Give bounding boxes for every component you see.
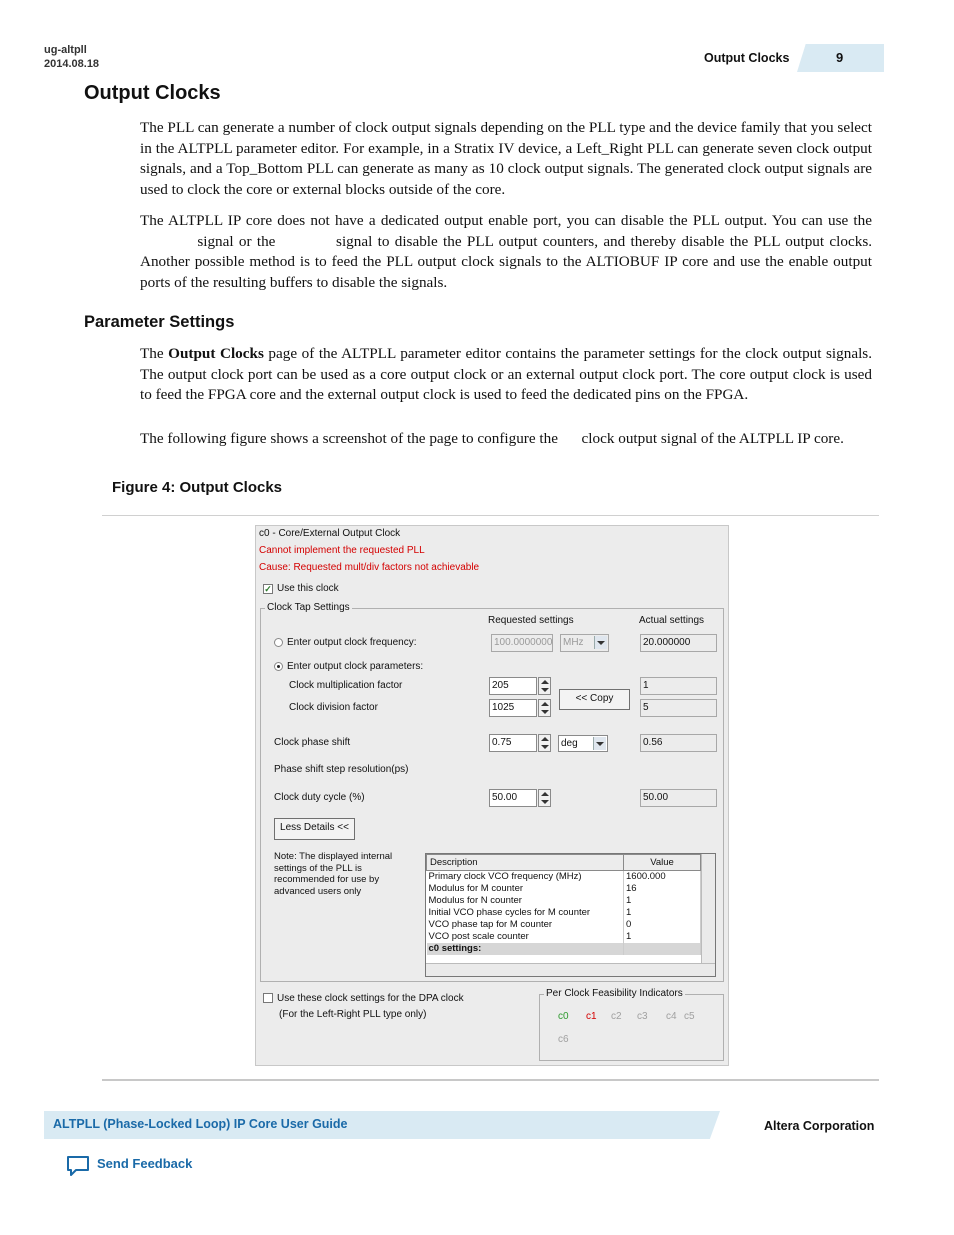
paragraph-3-part-a: The bbox=[140, 345, 164, 362]
indicator-c3: c3 bbox=[637, 1011, 648, 1022]
table-row bbox=[427, 931, 701, 943]
panel-title: c0 - Core/External Output Clock bbox=[259, 528, 401, 539]
paragraph-2 bbox=[140, 211, 872, 293]
col-value: Value bbox=[624, 855, 701, 871]
paragraph-2-part-b: signal or the bbox=[197, 232, 276, 250]
doc-date: 2014.08.18 bbox=[44, 58, 100, 70]
duty-cycle-input[interactable]: 50.00 bbox=[489, 789, 537, 807]
row-value: 1 bbox=[624, 931, 701, 943]
doc-id: ug-altpll bbox=[44, 44, 87, 56]
feedback-icon[interactable] bbox=[66, 1155, 90, 1182]
footer-company: Altera Corporation bbox=[764, 1119, 875, 1133]
col-description: Description bbox=[427, 855, 624, 871]
row-value: 1600.000 bbox=[624, 871, 701, 884]
phase-shift-actual: 0.56 bbox=[640, 734, 717, 752]
indicator-c0: c0 bbox=[558, 1011, 569, 1022]
frequency-unit-select[interactable] bbox=[560, 634, 609, 652]
row-value bbox=[624, 943, 701, 955]
less-details-button[interactable]: Less Details << bbox=[274, 818, 355, 840]
figure-top-rule bbox=[102, 515, 879, 516]
row-value: 16 bbox=[624, 883, 701, 895]
error-message: Cannot implement the requested PLL bbox=[259, 545, 425, 556]
internal-settings-table[interactable] bbox=[425, 853, 716, 977]
use-clock-checkbox[interactable]: ✓ bbox=[264, 584, 272, 594]
row-description: Modulus for M counter bbox=[427, 883, 624, 895]
table-row bbox=[427, 883, 701, 895]
section-heading: Parameter Settings bbox=[84, 313, 235, 331]
paragraph-4-part-b: clock output signal of the ALTPLL IP core. bbox=[581, 430, 844, 447]
page-number: 9 bbox=[836, 50, 844, 65]
note-line: recommended for use by bbox=[274, 874, 380, 885]
paragraph-3-bold: Output Clocks bbox=[168, 345, 264, 362]
paragraph-2-part-a: The ALTPLL IP core does not have a dedicated output enable port, you can disable the PLL output. You can use the bbox=[140, 212, 872, 229]
row-value: 1 bbox=[624, 895, 701, 907]
row-value: 0 bbox=[624, 919, 701, 931]
figure-caption: Figure 4: Output Clocks bbox=[112, 479, 283, 496]
requested-settings-header: Requested settings bbox=[488, 615, 574, 626]
error-cause: Cause: Requested mult/div factors not achievable bbox=[259, 562, 480, 573]
feasibility-title: Per Clock Feasibility Indicators bbox=[546, 988, 683, 999]
paragraph-2-part-c: signal to disable the PLL output counters, and thereby disable the PLL output clocks. Another possible method is to feed the PLL output clock signals to the ALTIOBUF IP core and use the enable output ports of the resulting buffers to disable the signals. bbox=[140, 232, 873, 291]
advanced-note bbox=[274, 851, 392, 897]
page-title: Output Clocks bbox=[84, 82, 221, 104]
mult-factor-actual: 1 bbox=[640, 677, 717, 695]
mult-factor-spinner[interactable] bbox=[538, 677, 551, 695]
mult-factor-label: Clock multiplication factor bbox=[289, 680, 403, 691]
note-line: Note: The displayed internal bbox=[274, 851, 393, 862]
row-description: Primary clock VCO frequency (MHz) bbox=[427, 871, 624, 884]
radio-output-frequency[interactable] bbox=[274, 638, 283, 647]
div-factor-actual: 5 bbox=[640, 699, 717, 717]
actual-frequency-field: 20.000000 bbox=[640, 634, 717, 652]
radio-output-parameters[interactable] bbox=[274, 662, 283, 671]
paragraph-4 bbox=[140, 429, 872, 450]
duty-cycle-label: Clock duty cycle (%) bbox=[274, 792, 365, 803]
indicator-c1: c1 bbox=[586, 1011, 597, 1022]
settings-table bbox=[426, 854, 701, 955]
clock-tap-settings-title: Clock Tap Settings bbox=[267, 602, 350, 613]
paragraph-3 bbox=[140, 344, 872, 406]
row-description: Initial VCO phase cycles for M counter bbox=[427, 907, 624, 919]
indicator-c2: c2 bbox=[611, 1011, 622, 1022]
output-clocks-screenshot bbox=[255, 525, 729, 1066]
phase-shift-spinner[interactable] bbox=[538, 734, 551, 752]
note-line: settings of the PLL is bbox=[274, 862, 362, 874]
div-factor-spinner[interactable] bbox=[538, 699, 551, 717]
copy-button[interactable]: << Copy bbox=[559, 689, 630, 710]
row-description: Modulus for N counter bbox=[427, 895, 624, 907]
radio-output-parameters-label: Enter output clock parameters: bbox=[287, 661, 424, 672]
duty-cycle-actual: 50.00 bbox=[640, 789, 717, 807]
duty-cycle-spinner[interactable] bbox=[538, 789, 551, 807]
table-vertical-scrollbar[interactable] bbox=[701, 854, 715, 976]
footer-guide-title[interactable]: ALTPLL (Phase-Locked Loop) IP Core User Guide bbox=[53, 1117, 348, 1131]
frequency-input[interactable]: 100.0000000 bbox=[491, 634, 553, 652]
indicator-c4: c4 bbox=[666, 1011, 677, 1022]
row-value: 1 bbox=[624, 907, 701, 919]
table-row bbox=[427, 895, 701, 907]
row-description: c0 settings: bbox=[427, 943, 624, 955]
table-row bbox=[427, 943, 701, 955]
indicator-c6: c6 bbox=[558, 1034, 569, 1045]
mult-factor-input[interactable]: 205 bbox=[489, 677, 537, 695]
phase-resolution-label: Phase shift step resolution(ps) bbox=[274, 764, 409, 775]
frequency-unit-value: MHz bbox=[563, 637, 584, 648]
row-description: VCO phase tap for M counter bbox=[427, 919, 624, 931]
row-description: VCO post scale counter bbox=[427, 931, 624, 943]
phase-shift-label: Clock phase shift bbox=[274, 737, 351, 748]
dpa-clock-label: Use these clock settings for the DPA clock bbox=[277, 993, 464, 1004]
table-row bbox=[427, 907, 701, 919]
radio-output-frequency-label: Enter output clock frequency: bbox=[287, 637, 417, 648]
use-clock-label: Use this clock bbox=[277, 583, 339, 594]
table-horizontal-scrollbar[interactable] bbox=[426, 963, 715, 976]
doc-id-block bbox=[44, 43, 99, 71]
phase-unit-value: deg bbox=[561, 738, 578, 749]
paragraph-1: The PLL can generate a number of clock output signals depending on the PLL type and the device family that you select in the ALTPLL parameter editor. For example, in a Stratix IV device, a Left_Right PLL can generate seven clock output signals, and a Top_Bottom PLL can generate as many as 10 clock output signals. The generated clock output signals are used to clock the core or external blocks outside of the core. bbox=[140, 119, 872, 198]
note-line: advanced users only bbox=[274, 885, 362, 897]
table-row bbox=[427, 919, 701, 931]
paragraph-3-part-b: page of the ALTPLL parameter editor contains the parameter settings for the clock output signals. The output clock port can be used as a core output clock or an external output clock port. The core output clock is used to feed the FPGA core and the external output clock is used to feed the dedicated pins on the FPGA. bbox=[140, 345, 873, 404]
dpa-clock-checkbox[interactable] bbox=[263, 993, 273, 1003]
chevron-down-icon bbox=[594, 636, 607, 649]
send-feedback-link[interactable]: Send Feedback bbox=[97, 1156, 193, 1171]
feasibility-group bbox=[539, 994, 724, 1061]
dpa-clock-note: (For the Left-Right PLL type only) bbox=[279, 1009, 427, 1020]
figure-bottom-rule bbox=[102, 1079, 879, 1081]
phase-unit-select[interactable] bbox=[558, 735, 608, 752]
div-factor-label: Clock division factor bbox=[289, 702, 378, 713]
paragraph-4-part-a: The following figure shows a screenshot of the page to configure the bbox=[140, 430, 558, 447]
header-section-title: Output Clocks bbox=[704, 51, 790, 65]
chevron-down-icon bbox=[593, 737, 606, 750]
actual-settings-header: Actual settings bbox=[639, 615, 705, 626]
div-factor-input[interactable]: 1025 bbox=[489, 699, 537, 717]
phase-shift-input[interactable]: 0.75 bbox=[489, 734, 537, 752]
table-row bbox=[427, 871, 701, 884]
indicator-c5: c5 bbox=[684, 1011, 695, 1022]
